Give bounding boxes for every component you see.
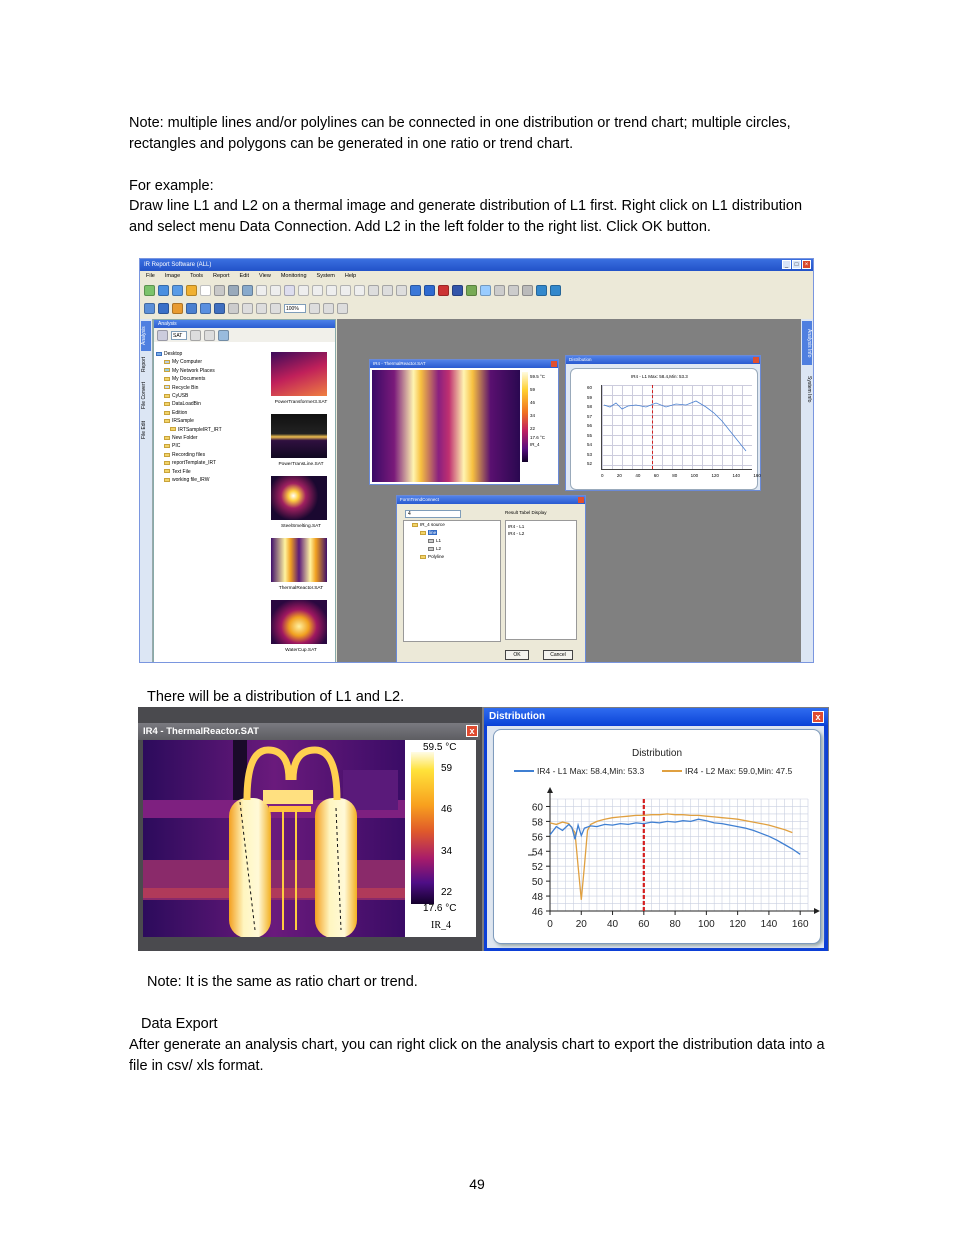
thumbnail-caption: SteelSmelting.SAT [281,524,321,529]
menu-tools[interactable]: Tools [190,273,204,279]
tool-icon[interactable] [228,303,239,314]
search-icon[interactable] [204,330,215,341]
view-mode-icon[interactable] [157,330,168,341]
distribution-window-title: Distribution [489,711,546,722]
point-icon[interactable] [270,285,281,296]
thumbnail-image [271,352,327,396]
trend-icon[interactable] [382,285,393,296]
y-tick-label: 56 [531,832,543,844]
thumbnail-list [261,350,335,660]
thumbnail-caption: PowerTransLine.SAT [278,462,324,467]
print-icon[interactable] [228,285,239,296]
result-item[interactable]: IR4 - L1 [508,524,525,529]
report-icon[interactable] [480,285,491,296]
tree-item[interactable]: DataLoadBin [156,400,256,408]
refresh-icon[interactable] [218,330,229,341]
open-icon[interactable] [144,285,155,296]
distribution-close-button[interactable]: x [812,711,824,723]
close-button[interactable]: × [802,260,811,269]
result-list [505,520,577,640]
scale-tick: 46 [441,804,453,815]
mini-distribution-window[interactable] [565,355,761,491]
mini-scale-tick: 46 [530,400,536,405]
x-tick-label: 40 [606,919,619,930]
scale-tick: 22 [441,887,453,898]
export-icon[interactable] [242,285,253,296]
x-tick-label: 100 [698,919,715,930]
thermometer-icon[interactable] [438,285,449,296]
source-tree-item[interactable]: IR_4 source [404,521,500,529]
example-instructions: Draw line L1 and L2 on a thermal image and generate distribution of L1 first. Right click on L1 distribution and select menu Data Connection. Add L2 in the left folder to the right list. Click OK button. [129,198,803,235]
mini-scale-max: 59.5 °C [530,374,546,379]
mini-scale-tick: 59 [530,387,536,392]
zoom-out-icon[interactable] [270,303,281,314]
rectangle-icon[interactable] [326,285,337,296]
mini-image-label: IR_4 [530,442,540,447]
image-label: IR_4 [431,920,451,931]
mini-chart-frame [570,368,761,490]
workspace [337,319,803,663]
view-icon[interactable] [144,303,155,314]
histogram-icon[interactable] [396,285,407,296]
mini-scale-tick: 22 [530,426,536,431]
polygon-icon[interactable] [340,285,351,296]
data-export-paragraph: After generate an analysis chart, you can right click on the analysis chart to export the distribution data into a file in csv/ xls format. [129,1037,825,1074]
legend-label: IR4 - L2 Max: 59.0,Min: 47.5 [685,766,793,776]
redo-icon[interactable] [337,303,348,314]
left-side-tabs [140,319,153,663]
ir-window-title: IR4 - ThermalReactor.SAT [143,726,259,737]
tree-item[interactable]: reportTemplate_IRT [156,459,256,467]
toolbar-row-1 [144,283,561,297]
thumbnail-image [271,600,327,644]
y-axis-arrow [547,787,553,793]
new-icon[interactable] [200,285,211,296]
tree-item[interactable]: CyUSB [156,392,256,400]
palette-icon[interactable] [424,285,435,296]
result-title: Result Tabel Display [505,510,547,515]
tab-system-info[interactable]: System Info [806,375,812,403]
settings-icon[interactable] [494,285,505,296]
file-type-select[interactable]: SAT [171,331,187,340]
y-tick-label: 52 [531,862,543,874]
x-tick-label: 120 [729,919,746,930]
tree-item[interactable]: PIC [156,442,256,450]
chart-icon[interactable] [368,285,379,296]
right-side-tabs [801,319,813,663]
distribution-title-bar [484,708,828,725]
brush-icon[interactable] [354,285,365,296]
menu-edit[interactable]: Edit [239,273,250,279]
menu-image[interactable]: Image [164,273,181,279]
chart-title: Distribution [631,748,683,759]
mini-x-ticks: 0 20 40 60 80 100 120 140 160 [601,473,761,478]
folder-up-icon[interactable] [190,330,201,341]
distribution-chart[interactable] [494,730,820,943]
palette-select-icon[interactable] [172,303,183,314]
trend-connect-dialog[interactable] [396,495,586,663]
mini-plot-area [601,385,752,470]
tree-item[interactable]: IRTSampleIRT_IRT [156,426,256,434]
save-as-icon[interactable] [172,285,183,296]
cursor-icon[interactable] [256,285,267,296]
scale-max-label: 59.5 °C [423,742,457,753]
x-tick-label: 60 [638,919,650,930]
mini-scale-tick: 34 [530,413,536,418]
tree-item[interactable]: My Network Places [156,367,256,375]
thumbnail-image [271,476,327,520]
thumbnail-item[interactable] [261,350,335,412]
scale-min-label: 17.6 °C [423,903,457,914]
analysis-panel [153,319,336,663]
zoom-icon[interactable] [242,303,253,314]
note-multiple-lines: Note: multiple lines and/or polylines can be connected in one distribution or trend chart; multiple circles, rectangles and polygons can be generated in one ratio or trend chart. [129,115,791,152]
network-icon[interactable] [550,285,561,296]
menu-monitoring[interactable]: Monitoring [280,273,307,279]
tree-item[interactable]: Desktop [156,350,256,358]
example-heading: For example: [129,178,214,194]
ir-window[interactable] [138,707,482,951]
tab-analysis[interactable]: Analysis [141,321,151,351]
dialog-title: FormTrendConnect [400,497,439,502]
thumbnail-item[interactable] [261,412,335,474]
mini-thermal-image [372,370,520,482]
tab-analysis-info[interactable]: Analysis Info [802,321,812,365]
source-tree [403,520,501,642]
polyline-icon[interactable] [298,285,309,296]
app-title-bar [140,259,813,271]
thumbnail-caption: WaterCup.SAT [285,648,317,653]
mini-legend: IR4 - L1 Max: 58.4,Min: 53.3 [631,374,688,379]
source-tree-item[interactable]: line [404,529,500,537]
thumbnail-caption: PowerTransformer3.SAT [274,400,328,405]
close-icon[interactable] [551,361,557,367]
ir-window-title-bar [138,723,480,740]
x-tick-label: 140 [760,919,778,930]
mini-scale-min: 17.6 °C [530,435,546,440]
chart-frame [493,729,821,944]
tree-item[interactable]: My Computer [156,358,256,366]
tree-item[interactable]: IRSample [156,417,256,425]
maximize-button[interactable]: □ [792,260,801,269]
y-tick-label: 50 [531,877,543,889]
menu-system[interactable]: System [316,273,335,279]
image-select[interactable]: 4 [405,510,461,518]
distribution-screenshot [138,707,829,951]
fit-icon[interactable] [309,303,320,314]
distribution-window[interactable] [484,708,828,951]
x-tick-label: 80 [669,919,681,930]
display-icon[interactable] [214,303,225,314]
circle-icon[interactable] [312,285,323,296]
close-icon[interactable] [578,497,584,503]
mini-series-line [602,385,752,469]
zoom-select[interactable]: 100% [284,304,306,313]
line-icon[interactable] [284,285,295,296]
panel-toolbar [154,328,335,342]
folder-tree [156,350,256,485]
thumbnail-caption: ThermalReactor.SAT [278,586,324,591]
close-icon[interactable] [753,357,759,363]
y-tick-label: 58 [531,817,543,829]
minimize-button[interactable]: _ [782,260,791,269]
thumbnail-item[interactable] [261,474,335,536]
tree-item[interactable]: working file_IRW [156,476,256,484]
thumbnail-image [271,414,327,458]
thumbnail-item[interactable] [261,598,335,660]
ir-content [143,740,476,937]
tree-item[interactable]: New Folder [156,434,256,442]
mini-color-scale [522,372,528,462]
menu-view[interactable]: View [259,273,271,279]
note-same-as-ratio: Note: It is the same as ratio chart or trend. [147,974,418,990]
section-heading-data-export: Data Export [141,1016,218,1032]
y-tick-label: 46 [531,907,543,918]
toolbar-row-2 [144,301,348,315]
x-tick-label: 0 [547,919,553,930]
temperature-icon[interactable] [452,285,463,296]
edit-icon[interactable] [214,285,225,296]
cancel-button[interactable]: Cancel [543,650,573,660]
tab-file-edit[interactable]: File Edit [141,420,147,440]
contrast-icon[interactable] [158,303,169,314]
tree-item[interactable]: My Documents [156,375,256,383]
menu-report[interactable]: Report [213,273,230,279]
source-tree-item[interactable]: L2 [404,545,500,553]
layout-icon[interactable] [186,303,197,314]
menu-file[interactable]: File [146,273,155,279]
x-tick-label: 20 [575,919,587,930]
tree-item[interactable]: Text File [156,468,256,476]
tree-item[interactable]: Recording files [156,451,256,459]
app-screenshot [139,258,814,663]
x-axis-arrow [814,908,820,914]
tree-item[interactable]: Edition [156,409,256,417]
y-tick-label: 60 [531,802,543,814]
tab-file-convert[interactable]: File Convert [141,382,147,410]
page-number: 49 [469,1176,485,1192]
source-tree-item[interactable]: Polyline [404,553,500,561]
legend-label: IR4 - L1 Max: 58.4,Min: 53.3 [537,766,645,776]
distribution-body [487,726,824,948]
thermal-image [143,740,405,937]
source-tree-item[interactable]: L1 [404,537,500,545]
thumbnail-item[interactable] [261,536,335,598]
save-icon[interactable] [158,285,169,296]
scale-tick: 34 [441,846,453,857]
ir-close-button[interactable]: x [466,725,478,737]
tab-report[interactable]: Report [141,356,147,372]
zoom-in-icon[interactable] [256,303,267,314]
mini-ir-title: IR4 - ThermalReactor.SAT [373,361,426,366]
sound-icon[interactable] [508,285,519,296]
result-item[interactable]: IR4 - L2 [508,531,525,536]
image-icon[interactable] [466,285,477,296]
thumbnail-image [271,538,327,582]
app-title: IR Report Software (ALL) [144,262,212,268]
scale-tick: 59 [441,763,453,774]
menu-bar [140,271,813,281]
y-tick-label: 54 [531,847,543,859]
mini-ir-window[interactable] [369,359,559,485]
grid-icon[interactable] [200,303,211,314]
ok-button[interactable]: OK [505,650,529,660]
panel-title: Analysis [154,320,335,328]
menu-help[interactable]: Help [344,273,357,279]
mini-distribution-title: Distribution [569,357,592,362]
mini-y-ticks: 60 59 58 57 56 55 54 53 52 [587,385,593,466]
play-icon[interactable] [186,285,197,296]
usb-icon[interactable] [536,285,547,296]
camera-icon[interactable] [522,285,533,296]
x-tick-label: 160 [791,919,809,930]
color-scale-bar [411,752,434,904]
y-tick-label: 48 [531,892,543,904]
distribution-caption: There will be a distribution of L1 and L2. [147,689,405,705]
ratio-icon[interactable] [410,285,421,296]
tree-item[interactable]: Recycle Bin [156,384,256,392]
undo-icon[interactable] [323,303,334,314]
